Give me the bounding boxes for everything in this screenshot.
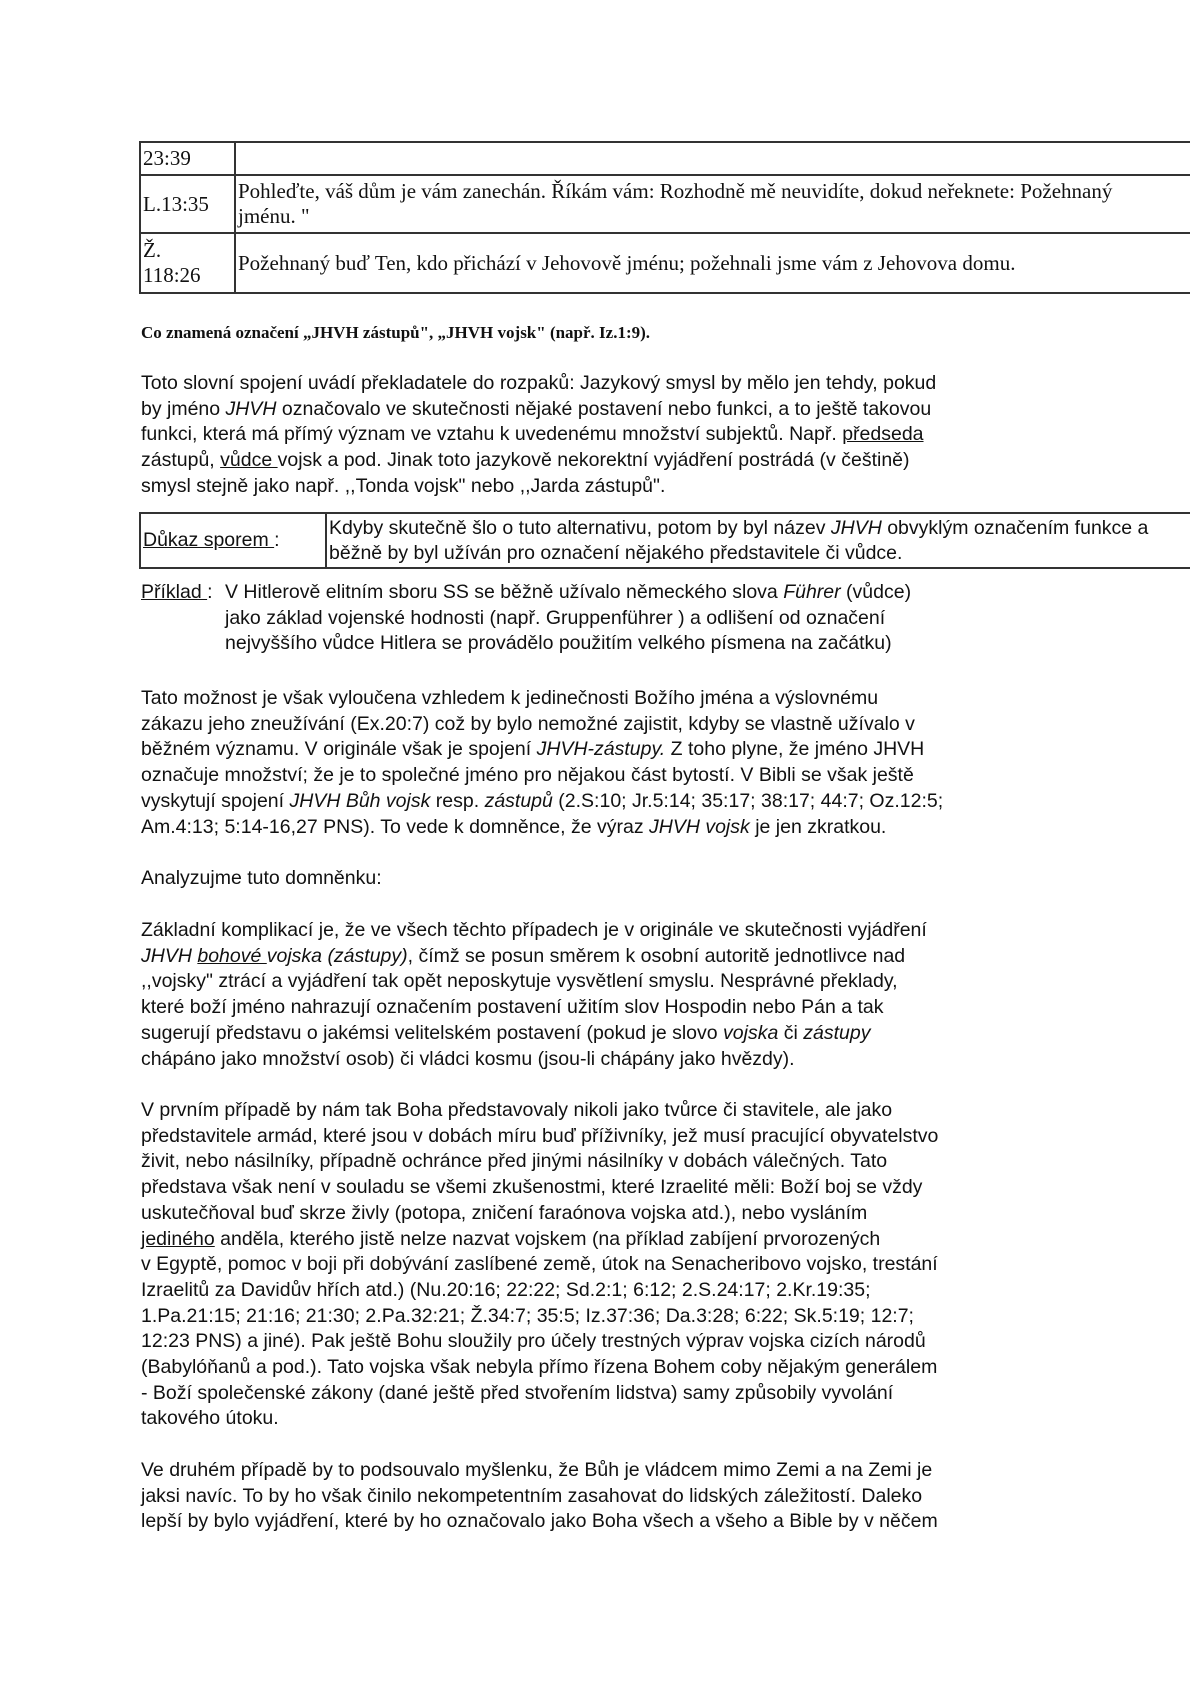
text-span: V Hitlerově elitním sboru SS se běžně užívalo německého slova <box>225 581 784 603</box>
underlined-term: jediného <box>141 1227 215 1250</box>
text-line: zákazu jeho zneužívání (Ex.20:7) což by bylo nemožné zajistit, kdyby se vlastně užívalo v <box>141 712 915 735</box>
verse-line: jménu. " <box>238 204 310 228</box>
text-span: vyskytují spojení <box>141 789 290 812</box>
section-heading: Co znamená označení „JHVH zástupů", „JHVH vojsk" (např. Iz.1:9). <box>141 323 651 342</box>
text-span: běžně by byl užíván pro označení nějakého představitele či vůdce. <box>329 541 903 564</box>
paragraph-first-case <box>141 1098 938 1432</box>
reference-cell: L.13:35 <box>140 175 235 233</box>
text-span: běžném významu. V originále však je spojení <box>141 738 537 761</box>
verse-cell: Požehnaný buď Ten, kdo přichází v Jehovově jménu; požehnali jsme vám z Jehovova domu. <box>235 233 1190 293</box>
verse-cell <box>235 175 1190 233</box>
emphasis-term: vojska <box>723 1021 779 1044</box>
text-line <box>141 789 943 815</box>
scripture-reference-table <box>139 141 1190 294</box>
text-line: Ve druhém případě by to podsouvalo myšlenku, že Bůh je vládcem mimo Zemi a na Zemi je <box>141 1459 933 1481</box>
text-line: živit, nebo násilníky, případně ochránce před jinými násilníky v dobách válečných. Tato <box>141 1150 888 1173</box>
text-span: vojsk a pod. Jinak toto jazykově nekorektní vyjádření postrádá (v češtině) <box>277 449 910 472</box>
example-label <box>141 580 213 606</box>
label-colon: : <box>207 581 213 603</box>
text-line: (Babylóňanů a pod.). Tato vojska však nebyla přímo řízena Bohem coby nějakým generálem <box>141 1356 938 1379</box>
underlined-term: předseda <box>842 423 924 446</box>
text-line: uskutečňoval buď skrze živly (potopa, zničení faraónova vojska atd.), nebo vysláním <box>141 1201 868 1224</box>
text-line: Analyzujme tuto domněnku: <box>141 867 382 889</box>
text-line <box>141 422 936 448</box>
text-span: (2.S:10; Jr.5:14; 35:17; 38:17; 44:7; Oz.12:5; <box>552 789 944 812</box>
text-line <box>141 448 936 474</box>
emphasis-term: vojska (zástupy) <box>266 944 408 967</box>
paragraph-intro <box>141 371 936 500</box>
reference-book: Ž. <box>143 238 162 262</box>
verse-cell <box>235 142 1190 175</box>
paragraph-analysis-intro <box>141 866 382 892</box>
text-line: smysl stejně jako např. ,,Tonda vojsk" nebo ,,Jarda zástupů". <box>141 474 666 497</box>
text-span: , čímž se posun směrem k osobní autoritě jednotlivce nad <box>407 944 906 967</box>
text-span: Kdyby skutečně šlo o tuto alternativu, potom by byl název <box>329 516 831 539</box>
text-line <box>141 737 943 763</box>
text-line <box>141 1021 927 1047</box>
emphasis-term: JHVH Bůh vojsk <box>289 789 431 812</box>
text-span: (vůdce) <box>840 581 912 603</box>
emphasis-term: JHVH-zástupy. <box>536 738 666 761</box>
text-line: Toto slovní spojení uvádí překladatele do rozpaků: Jazykový smysl by mělo jen tehdy, pokud <box>141 372 937 394</box>
emphasis-jhvh: JHVH <box>830 516 882 539</box>
underlined-term: vůdce <box>220 449 278 472</box>
text-span: sugerují představu o jakémsi velitelském postavení (pokud je slovo <box>141 1021 724 1044</box>
table-row <box>140 142 1190 175</box>
text-line <box>141 1227 938 1253</box>
paragraph-complication <box>141 918 927 1072</box>
label-colon: : <box>274 529 280 551</box>
text-span: Z toho plyne, že jméno JHVH <box>665 738 925 761</box>
text-line <box>141 944 927 970</box>
text-line: V prvním případě by nám tak Boha představovaly nikoli jako tvůrce či stavitele, ale jako <box>141 1099 893 1121</box>
text-span: obvyklým označením funkce a <box>881 516 1149 539</box>
text-line: které boží jméno nahrazují označením postavení užitím slov Hospodin nebo Pán a tak <box>141 996 884 1019</box>
table-row <box>140 175 1190 233</box>
table-row <box>140 233 1190 293</box>
text-line: Tato možnost je však vyloučena vzhledem k jedinečnosti Božího jména a výslovnému <box>141 687 879 709</box>
text-line: jako základ vojenské hodnosti (např. Gruppenführer ) a odlišení od označení <box>225 606 886 629</box>
text-line: - Boží společenské zákony (dané ještě před stvořením lidstva) samy způsobily vyvolání <box>141 1381 894 1404</box>
reference-cell <box>140 233 235 293</box>
reference-verse: 118:26 <box>143 263 201 287</box>
example-label-text: Příklad <box>141 581 208 603</box>
proof-label-cell <box>140 513 326 568</box>
text-line: představa však není v souladu se všemi zkušenostmi, které Izraelité měli: Boží boj se vždy <box>141 1176 923 1199</box>
text-line: ,,vojsky" ztrácí a vyjádření tak opět neposkytuje vysvětlení smyslu. Nesprávné překlady, <box>141 970 898 993</box>
text-line: označuje množství; že je to společné jméno pro nějakou část bytostí. V Bibli se však ještě <box>141 764 914 787</box>
verse-line: Pohleďte, váš dům je vám zanechán. Říkám vám: Rozhodně mě neuvidíte, dokud neřeknete: Požehnaný <box>238 179 1113 203</box>
proof-text-cell <box>326 513 1190 568</box>
text-line: Základní komplikací je, že ve všech těchto případech je v originále ve skutečnosti vyjádření <box>141 919 927 941</box>
emphasis-term: zástupy <box>803 1021 871 1044</box>
emphasis-fuhrer: Führer <box>783 581 841 603</box>
paragraph-exclusion <box>141 686 943 840</box>
text-line <box>141 815 943 841</box>
text-span: zástupů, <box>141 449 221 472</box>
text-line: Izraelitů za Davidův hřích atd.) (Nu.20:16; 22:22; Sd.2:1; 6:12; 2.S.24:17; 2.Kr.19:35; <box>141 1278 871 1301</box>
text-span: označovalo ve skutečnosti nějaké postavení nebo funkci, a to ještě takovou <box>276 397 932 420</box>
text-line <box>141 397 936 423</box>
text-line: takového útoku. <box>141 1407 279 1430</box>
reference-cell: 23:39 <box>140 142 235 175</box>
table-row <box>140 513 1190 568</box>
proof-box <box>139 512 1190 569</box>
text-span: by jméno <box>141 397 226 420</box>
paragraph-second-case <box>141 1458 938 1535</box>
text-span: funkci, která má přímý význam ve vztahu k uvedenému množství subjektů. Např. <box>141 423 843 446</box>
text-line: v Egyptě, pomoc v boji při dobývání zaslíbené země, útok na Senacheribovo vojsko, trestání <box>141 1253 938 1276</box>
text-span: či <box>778 1021 804 1044</box>
text-line: lepší by bylo vyjádření, které by ho označovalo jako Boha všech a všeho a Bible by v něčem <box>141 1510 938 1533</box>
text-span: Am.4:13; 5:14-16,27 PNS). To vede k domněnce, že výraz <box>141 815 649 838</box>
emphasis-term: zástupů <box>484 789 553 812</box>
text-line: nejvyššího vůdce Hitlera se provádělo použitím velkého písmena na začátku) <box>225 632 892 655</box>
emphasis-term: JHVH vojsk <box>649 815 750 838</box>
text-line <box>225 580 911 606</box>
text-line: 1.Pa.21:15; 21:16; 21:30; 2.Pa.32:21; Ž.34:7; 35:5; Iz.37:36; Da.3:28; 6:22; Sk.5:19; 12:7; <box>141 1304 914 1327</box>
text-line: 12:23 PNS) a jiné). Pak ještě Bohu sloužily pro účely trestných výprav vojska cizích národů <box>141 1330 926 1353</box>
text-line: představitele armád, které jsou v dobách míru buď příživníky, jež musí pracující obyvatelstvo <box>141 1124 939 1147</box>
text-span: resp. <box>430 789 485 812</box>
text-span: je jen zkratkou. <box>749 815 887 838</box>
proof-label: Důkaz sporem <box>143 529 275 551</box>
emphasis-jhvh: JHVH <box>141 944 198 967</box>
underlined-term: bohové <box>197 944 267 967</box>
text-span: anděla, kterého jistě nelze nazvat vojskem (na příklad zabíjení prvorozených <box>214 1227 881 1250</box>
text-line: chápáno jako množství osob) či vládci kosmu (jsou-li chápány jako hvězdy). <box>141 1047 795 1070</box>
emphasis-jhvh: JHVH <box>225 397 277 420</box>
text-line: jaksi navíc. To by ho však činilo nekompetentním zasahovat do lidských záležitostí. Daleko <box>141 1484 923 1507</box>
example-body <box>225 580 911 657</box>
